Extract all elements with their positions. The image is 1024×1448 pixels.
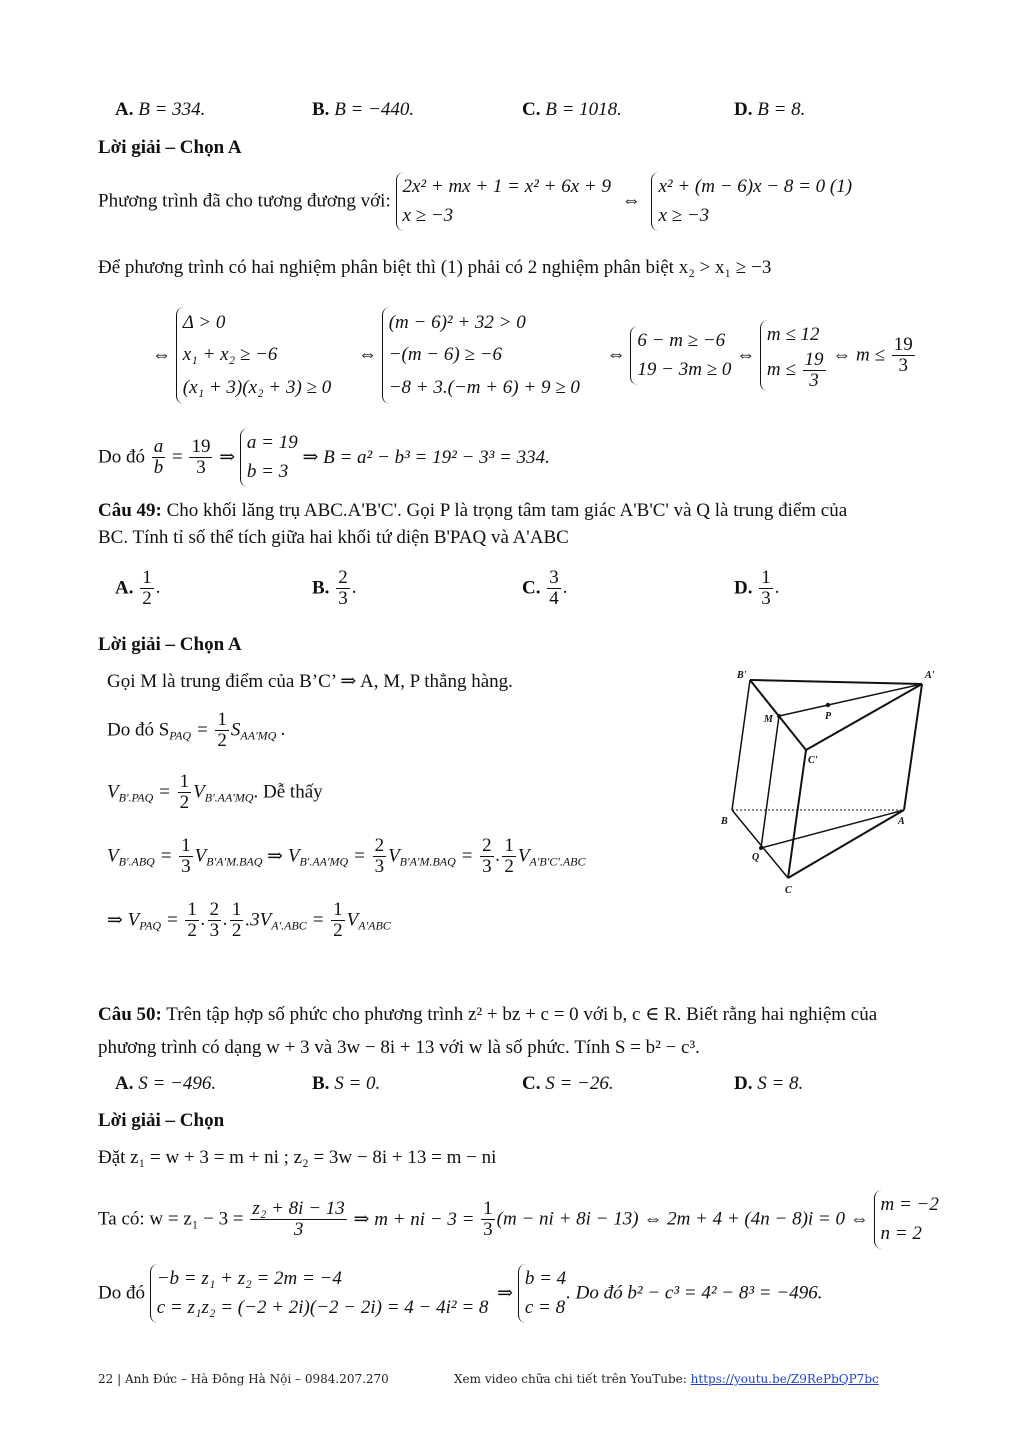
q48-condition-chain (152, 307, 917, 404)
q48-option-a: A. B = 334. (115, 99, 206, 120)
q49-option-b: B. $\frac{2}{3}$ . (312, 567, 357, 609)
q50-statement-line2: phương trình có dạng w + 3 và 3w − 8i + 13 với w là số phức. Tính S = b² − c³. (98, 1037, 700, 1058)
q48-eq: = (171, 446, 183, 468)
q49-statement-line2: BC. Tính tỉ số thể tích giữa hai khối tứ diện B'PAQ và A'ABC (98, 527, 569, 548)
q50-statement-line1: Câu 50: Trên tập hợp số phức cho phương trình z² + bz + c = 0 với b, c ∈ R. Biết rằng hai nghiệm của (98, 1004, 878, 1025)
prism-figure (718, 664, 950, 898)
edge-c1-c (788, 750, 806, 878)
point-p (826, 703, 830, 707)
q50-step-3: Do đó −b = z₁ + z₂ = 2m = −4 c = z₁z₂ = (−2 + 2i)(−2 − 2i) = 4 − 4i² = 8 ⇒ b = 4 c = 8 . Do đó b² − c³ = 4² − 8³ = −496. (98, 1264, 822, 1323)
q48-frac-19-3-a: $\frac{19}{3}$ (804, 348, 824, 391)
q50-step-2: Ta có: w = z₁ − 3 = $\frac{\text{z₂ + 8i − 13}}{3}$ ⇒ m + ni − 3 = $\frac{1}{3}$ (m − ni + 8i − 13) ⇔ 2m + 4 + (4n − 8)i = 0 ⇔ m = −2 n = 2 (98, 1190, 939, 1249)
edge-a1-a (904, 684, 922, 810)
q48-line1-prefix: Phương trình đã cho tương đương với: (98, 190, 391, 212)
q49-solution-heading: Lời giải – Chọn A (98, 634, 242, 655)
q48-system-1 (396, 172, 611, 231)
q48-cond-b2: −(m − 6) ≥ −6 (388, 344, 502, 366)
q48-cond-system-d (760, 320, 828, 390)
q48-system-2 (651, 172, 852, 231)
q48-cond-d1: m ≤ 12 (766, 324, 820, 346)
q49-statement-line1: Câu 49: Cho khối lăng trụ ABC.A'B'C'. Gọi P là trọng tâm tam giác A'B'C' và Q là trung điểm của (98, 500, 848, 521)
q50-option-b: B. S = 0. (312, 1073, 381, 1094)
q49-step-3: $V_{B'.PAQ}$ = $\frac{1}{2}$ $V_{B'.AA'MQ}$. Dễ thấy (107, 771, 323, 813)
edge-b-c (732, 810, 788, 878)
q50-option-d: D. S = 8. (734, 1073, 804, 1094)
q50-option-a: A. S = −496. (115, 1073, 217, 1094)
q48-final-line (98, 428, 550, 487)
label-c: C (785, 885, 792, 896)
label-c1: C' (808, 755, 818, 766)
q48-arrow: ⇒ (219, 446, 236, 468)
q48-cond-c2: 19 − 3m ≥ 0 (637, 359, 732, 381)
q48-equivalence-line (98, 172, 852, 231)
q48-frac-19-3-b: $\frac{19}{3}$ (893, 334, 913, 376)
q48-ab-system (240, 428, 298, 487)
q48-option-d: D. B = 8. (734, 99, 806, 120)
footer-author: 22 | Anh Đức – Hà Đông Hà Nội – 0984.207.270 (98, 1372, 389, 1386)
label-q: Q (752, 852, 760, 863)
q48-chain-equiv-2: ⇔ (357, 344, 377, 366)
q48-cond-system-c (630, 326, 731, 385)
q49-step-2: Do đó $S_{PAQ}$ = $\frac{1}{2}$ $S_{AA'MQ}$ . (107, 709, 286, 751)
label-p: P (825, 711, 832, 722)
q50-mn-system: m = −2 n = 2 (874, 1190, 939, 1249)
q48-cond-d2: m ≤ (766, 358, 796, 380)
label-a: A (898, 816, 905, 827)
q50-option-c: C. S = −26. (522, 1073, 614, 1094)
q48-cond-a1: Δ > 0 (182, 312, 226, 333)
q48-chain-equiv-3: ⇔ (606, 344, 626, 366)
q48-cond-c1: 6 − m ≥ −6 (637, 330, 726, 352)
q49-step-4: $V_{B'.ABQ}$ = $\frac{1}{3}$ $V_{B'A'M.BAQ}$ ⇒ $V_{B'.AA'MQ}$ = $\frac{2}{3}$ $V_{B'A'M.BAQ}$ = $\frac{2}{3}$ . $\frac{1}{2}$ $V_{A'B'C'.ABC}$ (107, 835, 586, 877)
q48-option-b: B. B = −440. (312, 99, 415, 120)
q48-sys2-eq: x² + (m − 6)x − 8 = 0 (1) (658, 176, 853, 197)
label-a1: A' (925, 670, 935, 681)
q48-equiv-symbol: ⇔ (621, 190, 641, 212)
edge-b1-b (732, 680, 750, 810)
q49-step-5: ⇒ $V_{PAQ}$ = $\frac{1}{2}$ . $\frac{2}{3}$ . $\frac{1}{2}$ $.3V_{A'.ABC}$ = $\frac{1}{2}$ $V_{A'ABC}$ (107, 899, 391, 941)
q48-chain-equiv-4: ⇔ (736, 344, 756, 366)
edge-m-q (761, 716, 779, 848)
q48-dodo: Do đó (98, 446, 145, 468)
q48-option-c: C. B = 1018. (522, 99, 622, 120)
q48-frac-19-3-c: $\frac{19}{3}$ (191, 436, 211, 478)
q48-solution-heading: Lời giải – Chọn A (98, 137, 242, 158)
q48-final-result: ⇒ B = a² − b³ = 19² − 3³ = 334. (302, 446, 550, 468)
q49-step-1: Gọi M là trung điểm của B’C’ ⇒ A, M, P thẳng hàng. (107, 671, 513, 692)
q49-option-c: C. $\frac{3}{4}$ . (522, 567, 568, 609)
q49-option-d: D. $\frac{1}{3}$ . (734, 567, 780, 609)
q48-ab-b: b = 3 (246, 461, 289, 483)
q50-bc-system: −b = z₁ + z₂ = 2m = −4 c = z₁z₂ = (−2 + 2i)(−2 − 2i) = 4 − 4i² = 8 (150, 1264, 489, 1323)
edge-c1-a1 (806, 684, 922, 750)
q48-frac-a-b: $\frac{a}{b}$ (153, 436, 164, 478)
q48-cond-a3: (x₁ + 3)(x₂ + 3) ≥ 0 (182, 376, 332, 398)
edge-c-a (788, 810, 904, 878)
footer-video-label: Xem video chữa chi tiết trên YouTube: (454, 1372, 687, 1386)
q48-cond-a2: x₁ + x₂ ≥ −6 (182, 344, 278, 366)
q48-ab-a: a = 19 (246, 432, 298, 453)
q50-step-1: Đặt z₁ = w + 3 = m + ni ; z₂ = 3w − 8i + 13 = m − ni (98, 1147, 497, 1168)
footer-youtube-link[interactable]: https://youtu.be/Z9RePbQP7bc (690, 1372, 879, 1386)
q50-solution-heading: Lời giải – Chọn (98, 1110, 225, 1131)
point-q (759, 846, 763, 850)
q48-sys2-cond: x ≥ −3 (658, 205, 710, 227)
label-m: M (764, 714, 773, 725)
footer-video (454, 1372, 879, 1386)
q48-cond-b1: (m − 6)² + 32 > 0 (388, 312, 526, 333)
q48-sys1-cond: x ≥ −3 (402, 205, 454, 227)
label-b: B (721, 816, 728, 827)
q48-cond-b3: −8 + 3.(−m + 6) + 9 ≥ 0 (388, 376, 580, 398)
edge-q-a (761, 810, 904, 848)
q48-condition-line: Để phương trình có hai nghiệm phân biệt thì (1) phải có 2 nghiệm phân biệt x₂ > x₁ ≥ −3 (98, 257, 772, 278)
q49-option-a: A. $\frac{1}{2}$ . (115, 567, 161, 609)
q48-chain-equiv-1: ⇔ (152, 344, 171, 366)
q48-cond-system-a (176, 307, 331, 404)
edge-m-a1 (779, 684, 922, 716)
q48-sys1-eq: 2x² + mx + 1 = x² + 6x + 9 (402, 176, 611, 197)
q48-cond-system-b (382, 307, 580, 404)
q48-cond-result: ⇔ m ≤ (832, 344, 885, 366)
point-m (777, 714, 781, 718)
label-b1: B' (737, 670, 747, 681)
edge-b1-a1 (750, 680, 922, 684)
q50-result-system: b = 4 c = 8 (518, 1264, 566, 1323)
